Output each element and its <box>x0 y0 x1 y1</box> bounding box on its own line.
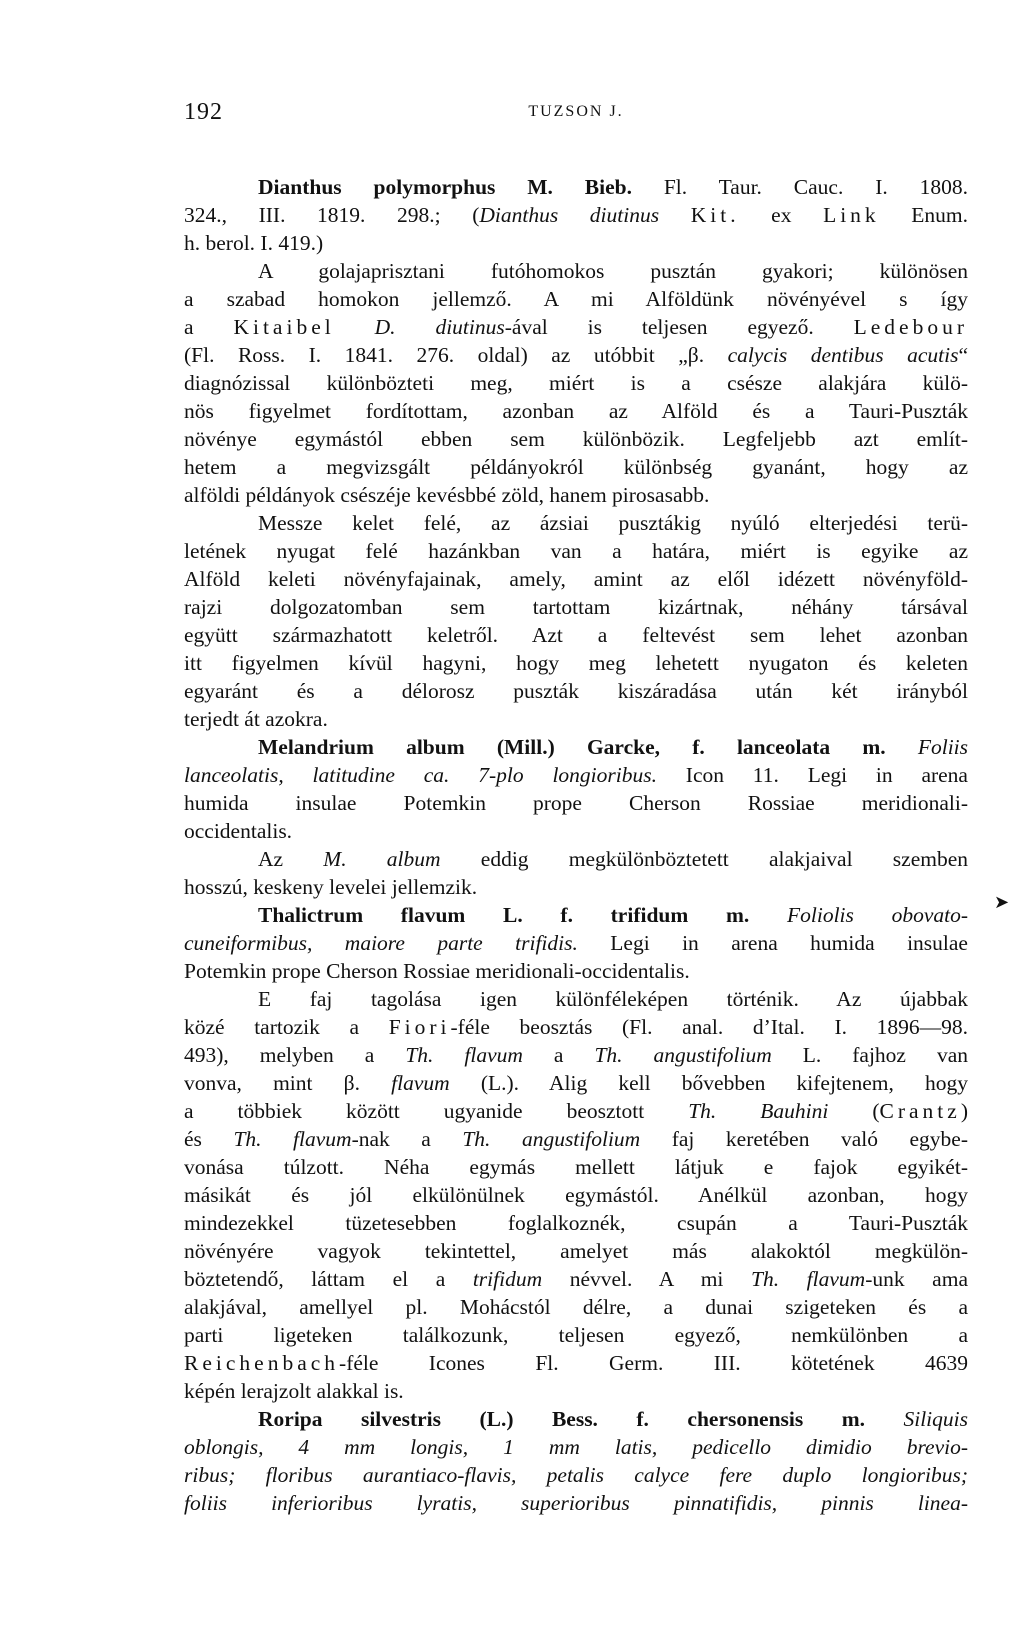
text-line <box>184 677 968 705</box>
text-run: növénye egymástól ebben sem különbözik. Legfeljebb azt említ- <box>184 427 968 451</box>
text-line <box>184 901 968 929</box>
text-run: ex <box>739 203 824 227</box>
italic-text: Foliolis obovato- <box>786 903 968 927</box>
page-number: 192 <box>184 99 223 125</box>
text-line <box>184 1069 968 1097</box>
text-run <box>659 203 691 227</box>
text-run: h. berol. I. 419.) <box>184 231 324 255</box>
text-run: L. fajhoz van <box>771 1043 968 1067</box>
text-line <box>184 313 968 341</box>
text-run: a szabad homokon jellemző. A mi Alföldünk növényével s így <box>184 287 968 311</box>
running-head: TUZSON J. <box>528 103 624 120</box>
italic-text: M. album <box>323 847 441 871</box>
italic-text: lanceolatis, latitudine ca. 7-plo longioribus. <box>184 763 657 787</box>
text-run: vonása túlzott. Néha egymás mellett látjuk e fajok egyikét- <box>184 1155 968 1179</box>
text-run: (L.). Alig kell bővebben kifejtenem, hogy <box>449 1071 968 1095</box>
text-run: Alföld keleti növényfajainak, amely, amint az elől idézett növényföld- <box>184 567 968 591</box>
text-run: Az <box>258 847 324 871</box>
taxon-name: Roripa silvestris (L.) Bess. f. chersonensis m. <box>258 1407 866 1431</box>
text-run: és <box>184 1127 234 1151</box>
text-line <box>184 929 968 957</box>
text-run: A golajaprisztani futóhomokos pusztán gyakori; különösen <box>258 259 968 283</box>
text-run: -nak a <box>351 1127 463 1151</box>
italic-text: Foliis <box>917 735 968 759</box>
body-text <box>184 173 968 1517</box>
taxon-name: Melandrium album (Mill.) Garcke, f. lanceolata m. <box>258 735 886 759</box>
author-name: Reichenbach <box>184 1351 340 1375</box>
text-run: a többiek között ugyanide beosztott <box>184 1099 689 1123</box>
text-line <box>184 733 968 761</box>
italic-text: Th. flavum <box>233 1127 352 1151</box>
text-line <box>184 1377 968 1405</box>
text-line <box>184 425 968 453</box>
text-line <box>184 817 968 845</box>
italic-text: calycis dentibus acutis <box>727 343 959 367</box>
text-run: alföldi példányok csészéje kevésbbé zöld, hanem pirosasabb. <box>184 483 710 507</box>
text-run: együtt származhatott keletről. Azt a feltevést sem lehet azonban <box>184 623 968 647</box>
text-run: -féle beosztás (Fl. anal. d’Ital. I. 1896—98. <box>450 1015 968 1039</box>
text-line <box>184 985 968 1013</box>
text-line <box>184 761 968 789</box>
text-line <box>184 873 968 901</box>
text-line <box>184 481 968 509</box>
text-run: itt figyelmen kívül hagyni, hogy meg lehetett nyugaton és keleten <box>184 651 968 675</box>
italic-text: Th. Bauhini <box>688 1099 829 1123</box>
text-line <box>184 621 968 649</box>
text-run: hetem a megvizsgált példányokról különbség gyanánt, hogy az <box>184 455 968 479</box>
text-run: vonva, mint β. <box>184 1071 392 1095</box>
text-line <box>184 453 968 481</box>
text-line <box>184 201 968 229</box>
text-run: humida insulae Potemkin prope Cherson Rossiae meridionali- <box>184 791 968 815</box>
text-run: Icon 11. Legi in arena <box>656 763 968 787</box>
italic-text: D. diutinus <box>374 315 505 339</box>
author-name: Ledebour <box>853 315 968 339</box>
text-line <box>184 1433 968 1461</box>
text-run: ) <box>960 1099 968 1123</box>
text-run: 493), melyben a <box>184 1043 406 1067</box>
italic-text: Siliquis <box>903 1407 968 1431</box>
taxon-name: Thalictrum flavum L. f. trifidum m. <box>258 903 750 927</box>
text-line <box>184 649 968 677</box>
text-run: -féle Icones Fl. Germ. III. kötetének 4639 <box>339 1351 968 1375</box>
italic-text: Th. flavum <box>405 1043 523 1067</box>
text-line <box>184 397 968 425</box>
italic-text: oblongis, 4 mm longis, 1 mm latis, pedicello dimidio brevio- <box>184 1435 968 1459</box>
text-line <box>184 1405 968 1433</box>
text-run: alakjával, amellyel pl. Mohácstól délre, a dunai szigeteken és a <box>184 1295 968 1319</box>
text-run: böztetendő, láttam el a <box>184 1267 473 1291</box>
text-run: Messze kelet felé, az ázsiai pusztákig nyúló elterjedési terü- <box>258 511 968 535</box>
text-run: parti ligeteken találkozunk, teljesen egyező, nemkülönben a <box>184 1323 968 1347</box>
margin-arrow-icon: ➤ <box>994 892 1010 912</box>
text-run: rajzi dolgozatomban sem tartottam kizártnak, néhány társával <box>184 595 968 619</box>
text-run: a <box>522 1043 595 1067</box>
text-line <box>184 173 968 201</box>
italic-text: trifidum <box>472 1267 543 1291</box>
text-line <box>184 1097 968 1125</box>
text-line <box>184 341 968 369</box>
text-line <box>184 845 968 873</box>
text-run: ( <box>828 1099 880 1123</box>
text-run: occidentalis. <box>184 819 293 843</box>
italic-text: flavum <box>391 1071 450 1095</box>
text-run: terjedt át azokra. <box>184 707 328 731</box>
text-line <box>184 1041 968 1069</box>
text-line <box>184 957 968 985</box>
text-run: Potemkin prope Cherson Rossiae meridionali-occidentalis. <box>184 959 690 983</box>
text-line <box>184 257 968 285</box>
text-run: faj keretében való egybe- <box>640 1127 968 1151</box>
author-name: Kit. <box>690 203 740 227</box>
text-run: E faj tagolása igen különféleképen történik. Az újabbak <box>258 987 968 1011</box>
text-run: 324., III. 1819. 298.; ( <box>184 203 480 227</box>
italic-text: Th. angustifolium <box>594 1043 772 1067</box>
text-run <box>865 1407 903 1431</box>
text-run: Fl. Taur. Cauc. I. 1808. <box>631 175 968 199</box>
text-line <box>184 1321 968 1349</box>
author-name: Link <box>823 203 880 227</box>
text-line <box>184 1125 968 1153</box>
taxon-name: Dianthus polymorphus M. Bieb. <box>258 175 632 199</box>
text-run <box>749 903 787 927</box>
page-header <box>184 94 968 130</box>
text-line <box>184 1489 968 1517</box>
text-run: “ <box>958 343 968 367</box>
text-line <box>184 537 968 565</box>
italic-text: foliis inferioribus lyratis, superioribus pinnatifidis, pinnis linea- <box>184 1491 968 1515</box>
italic-text: Th. flavum <box>751 1267 866 1291</box>
text-run: Legi in arena humida insulae <box>577 931 968 955</box>
text-run: letének nyugat felé hazánkban van a határa, miért is egyike az <box>184 539 968 563</box>
text-line <box>184 229 968 257</box>
text-run: közé tartozik a <box>184 1015 389 1039</box>
text-run <box>335 315 375 339</box>
italic-text: Th. angustifolium <box>462 1127 641 1151</box>
text-line <box>184 1293 968 1321</box>
text-run: a <box>184 315 234 339</box>
text-line <box>184 1461 968 1489</box>
text-run: nös figyelmet fordítottam, azonban az Alföld és a Tauri-Puszták <box>184 399 968 423</box>
italic-text: Dianthus diutinus <box>479 203 660 227</box>
text-line <box>184 1181 968 1209</box>
text-run: -ával is teljesen egyező. <box>504 315 854 339</box>
text-run: diagnózissal különbözteti meg, miért is a csésze alakjára külö- <box>184 371 968 395</box>
text-line <box>184 285 968 313</box>
text-run: -unk ama <box>865 1267 968 1291</box>
text-run <box>886 735 918 759</box>
text-run: hosszú, keskeny levelei jellemzik. <box>184 875 478 899</box>
text-line <box>184 1153 968 1181</box>
text-run: Enum. <box>879 203 968 227</box>
text-line <box>184 593 968 621</box>
author-name: Kitaibel <box>233 315 335 339</box>
author-name: Crantz <box>879 1099 961 1123</box>
text-run: egyaránt és a délorosz puszták kiszáradása után két irányból <box>184 679 968 703</box>
text-line <box>184 1265 968 1293</box>
text-line <box>184 1013 968 1041</box>
text-run: növényére vagyok tekintettel, amelyet más alakoktól megkülön- <box>184 1239 968 1263</box>
italic-text: cuneiformibus, maiore parte trifidis. <box>184 931 578 955</box>
text-line <box>184 369 968 397</box>
text-line <box>184 565 968 593</box>
text-line <box>184 1237 968 1265</box>
text-run: eddig megkülönböztetett alakjaival szemben <box>440 847 968 871</box>
text-run: névvel. A mi <box>542 1267 751 1291</box>
text-line <box>184 509 968 537</box>
text-run: képén lerajzolt alakkal is. <box>184 1379 404 1403</box>
text-line <box>184 705 968 733</box>
text-line <box>184 1209 968 1237</box>
text-line <box>184 789 968 817</box>
text-run: mindezekkel tüzetesebben foglalkoznék, csupán a Tauri-Puszták <box>184 1211 968 1235</box>
text-run: másikát és jól elkülönülnek egymástól. Anélkül azonban, hogy <box>184 1183 968 1207</box>
italic-text: ribus; floribus aurantiaco-flavis, petalis calyce fere duplo longioribus; <box>184 1463 968 1487</box>
author-name: Fiori <box>388 1015 451 1039</box>
text-run: (Fl. Ross. I. 1841. 276. oldal) az utóbbit „β. <box>184 343 728 367</box>
text-line <box>184 1349 968 1377</box>
